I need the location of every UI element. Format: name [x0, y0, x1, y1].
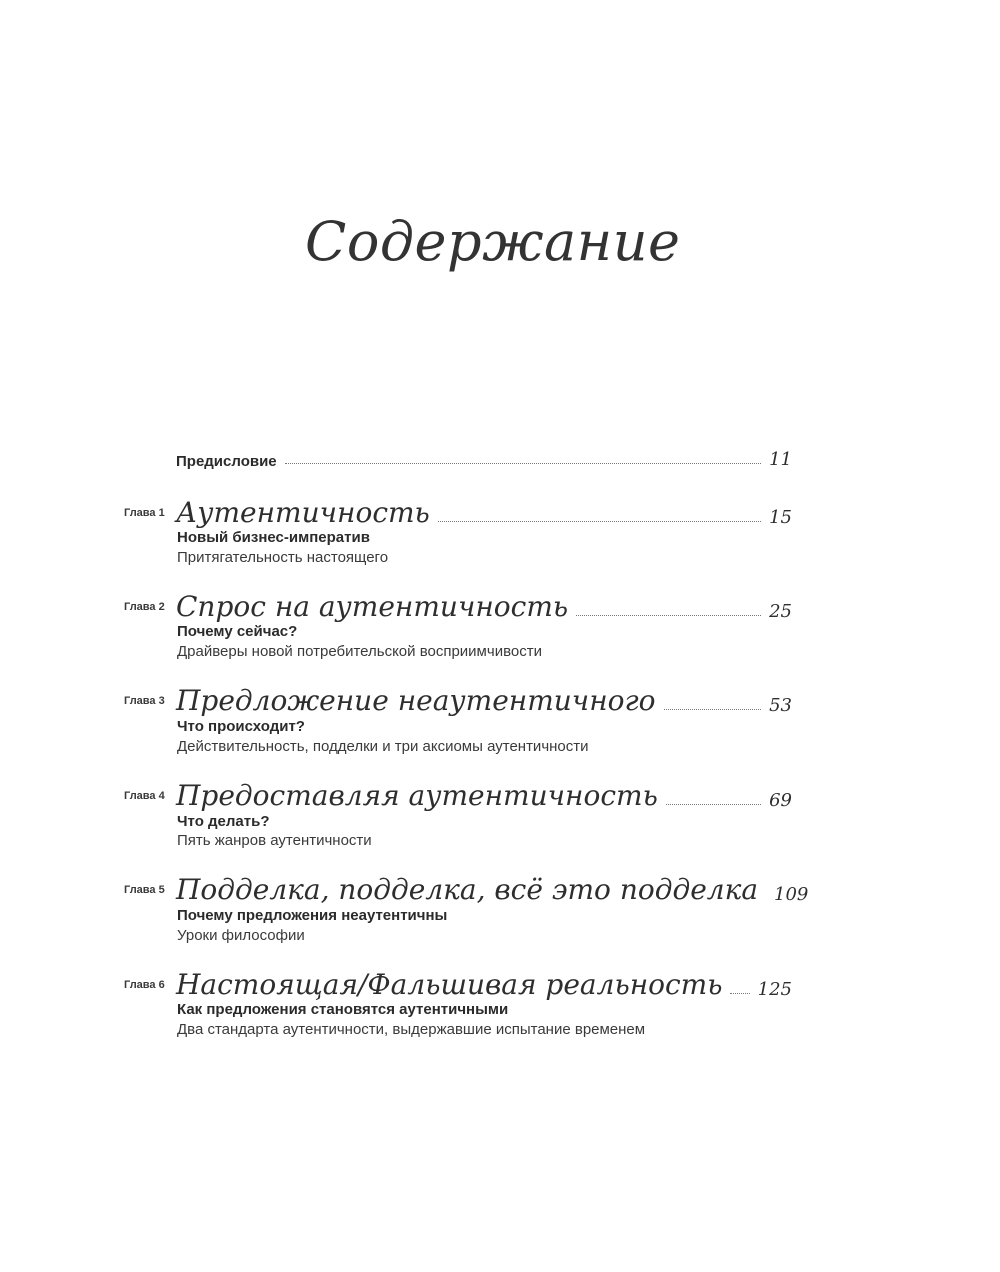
- chapter-title: Настоящая/Фальшивая реальность: [176, 968, 723, 1001]
- dot-leader: [285, 462, 761, 464]
- chapter-subtitle: Что делать?: [177, 813, 270, 830]
- chapter-leader-row: [176, 590, 792, 623]
- page-number: 11: [769, 449, 792, 470]
- chapter-description: Два стандарта аутентичности, выдержавшие испытание временем: [177, 1021, 646, 1038]
- preface-leader-row: [176, 451, 792, 469]
- page-number: 15: [769, 507, 792, 528]
- page-number: 53: [769, 695, 792, 716]
- chapter-leader-row: [176, 968, 792, 1001]
- chapter-leader-row: [176, 684, 792, 717]
- chapter-label: Глава 4: [124, 790, 165, 802]
- chapter-label: Глава 2: [124, 601, 165, 613]
- chapter-subtitle: Что происходит?: [177, 718, 305, 735]
- chapter-description: Уроки философии: [177, 927, 305, 944]
- chapter-title: Спрос на аутентичность: [176, 590, 569, 623]
- chapter-subtitle: Почему предложения неаутентичны: [177, 907, 448, 924]
- chapter-description: Действительность, подделки и три аксиомы аутентичности: [177, 738, 589, 755]
- page-number: 69: [769, 790, 792, 811]
- page-number: 25: [769, 601, 792, 622]
- dot-leader: [576, 614, 761, 616]
- chapter-leader-row: [176, 779, 792, 812]
- chapter-label: Глава 6: [124, 979, 165, 991]
- chapter-title: Предоставляя аутентичность: [176, 779, 658, 812]
- chapter-title: Аутентичность: [176, 496, 430, 529]
- dot-leader: [438, 520, 761, 522]
- page-number: 109: [774, 884, 809, 905]
- chapter-subtitle: Как предложения становятся аутентичными: [177, 1001, 509, 1018]
- chapter-title: Подделка, подделка, всё это подделка: [176, 873, 759, 906]
- chapter-subtitle: Новый бизнес-императив: [177, 529, 370, 546]
- chapter-description: Драйверы новой потребительской восприимчивости: [177, 643, 542, 660]
- dot-leader: [664, 708, 762, 710]
- page-title: Содержание: [305, 210, 681, 273]
- chapter-description: Пять жанров аутентичности: [177, 832, 372, 849]
- chapter-label: Глава 1: [124, 507, 165, 519]
- dot-leader: [730, 992, 749, 994]
- preface-title: Предисловие: [176, 453, 277, 470]
- chapter-title: Предложение неаутентичного: [176, 684, 656, 717]
- chapter-leader-row: [176, 496, 792, 529]
- chapter-leader-row: [176, 873, 809, 906]
- chapter-subtitle: Почему сейчас?: [177, 623, 298, 640]
- chapter-label: Глава 3: [124, 695, 165, 707]
- page-number: 125: [757, 979, 792, 1000]
- dot-leader: [666, 803, 761, 805]
- chapter-description: Притягательность настоящего: [177, 549, 389, 566]
- chapter-label: Глава 5: [124, 884, 165, 896]
